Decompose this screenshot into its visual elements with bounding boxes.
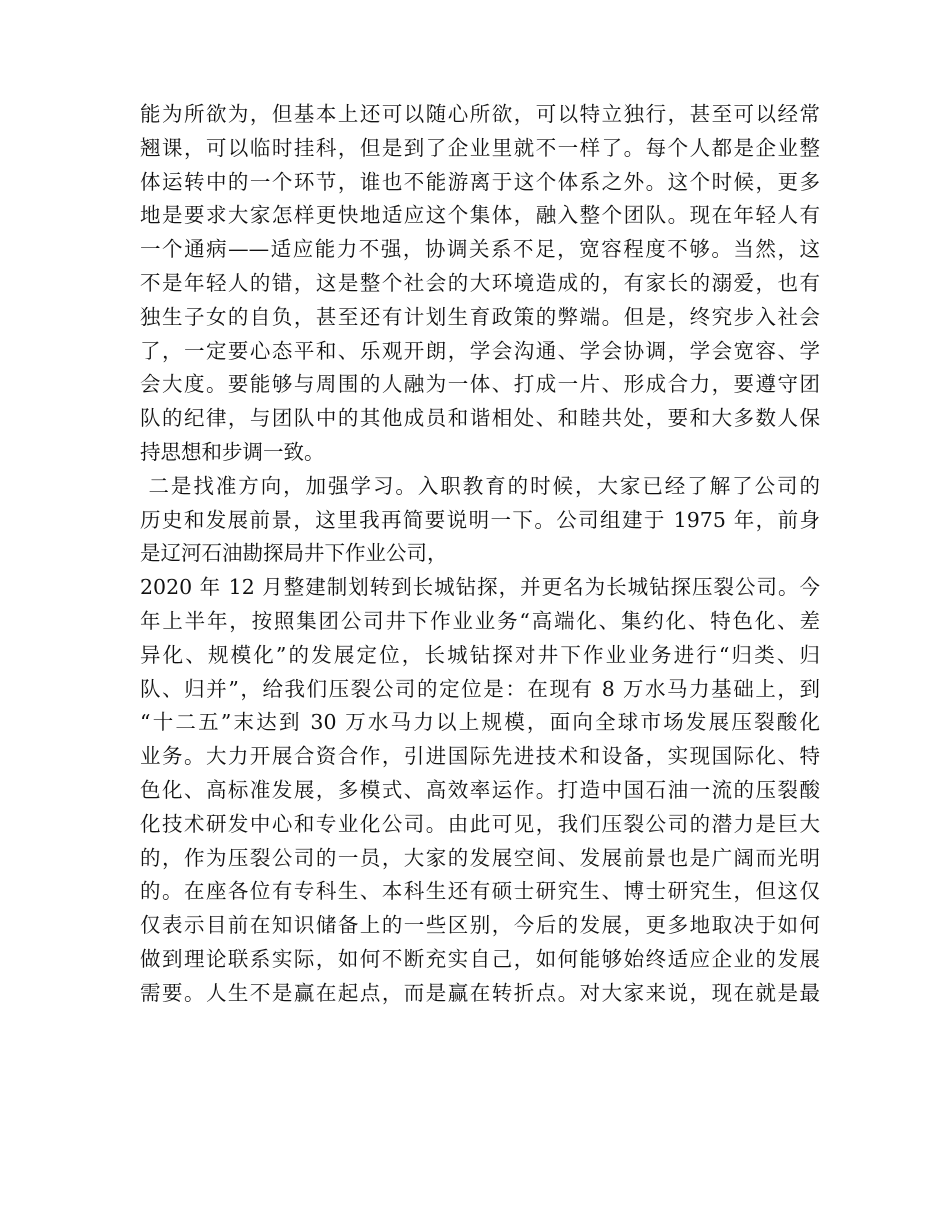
- text-line: 需要。人生不是赢在起点，而是赢在转折点。对大家来说，现在就是最: [140, 980, 820, 1005]
- text-line: 年上半年，按照集团公司井下作业业务“高端化、集约化、特色化、差: [140, 608, 820, 633]
- text-line: 历史和发展前景，这里我再简要说明一下。公司组建于 1975 年，前身: [140, 507, 820, 532]
- text-line: 色化、高标准发展，多模式、高效率运作。打造中国石油一流的压裂酸: [140, 777, 820, 802]
- text-line: 化技术研发中心和专业化公司。由此可见，我们压裂公司的潜力是巨大: [140, 811, 820, 836]
- text-line: 业务。大力开展合资合作，引进国际先进技术和设备，实现国际化、特: [140, 744, 820, 769]
- text-line: 异化、规模化”的发展定位，长城钻探对井下作业业务进行“归类、归: [140, 642, 820, 667]
- text-line: 仅表示目前在知识储备上的一些区别，今后的发展，更多地取决于如何: [140, 913, 820, 938]
- text-line: 的，作为压裂公司的一员，大家的发展空间、发展前景也是广阔而光明: [140, 845, 820, 870]
- text-line: 是辽河石油勘探局井下作业公司，: [140, 541, 448, 566]
- paragraph-end-line: 持思想和步调一致。: [140, 439, 325, 464]
- text-line: 队、归并”，给我们压裂公司的定位是：在现有 8 万水马力基础上，到: [140, 676, 820, 701]
- text-line: 会大度。要能够与周围的人融为一体、打成一片、形成合力，要遵守团: [140, 372, 820, 397]
- text-line: “十二五”末达到 30 万水马力以上规模，面向全球市场发展压裂酸化: [140, 710, 820, 735]
- paragraph-start-line: 二是找准方向，加强学习。入职教育的时候，大家已经了解了公司的: [140, 473, 820, 498]
- text-line: 地是要求大家怎样更快地适应这个集体，融入整个团队。现在年轻人有: [140, 203, 820, 228]
- text-line: 2020 年 12 月整建制划转到长城钻探，并更名为长城钻探压裂公司。今: [140, 575, 820, 600]
- text-line: 独生子女的自负，甚至还有计划生育政策的弊端。但是，终究步入社会: [140, 304, 820, 329]
- text-line: 不是年轻人的错，这是整个社会的大环境造成的，有家长的溺爱，也有: [140, 270, 820, 295]
- text-line: 做到理论联系实际，如何不断充实自己，如何能够始终适应企业的发展: [140, 946, 820, 971]
- text-line: 能为所欲为，但基本上还可以随心所欲，可以特立独行，甚至可以经常: [140, 102, 820, 126]
- text-line: 一个通病——适应能力不强，协调关系不足，宽容程度不够。当然，这: [140, 237, 820, 262]
- text-line: 了，一定要心态平和、乐观开朗，学会沟通、学会协调，学会宽容、学: [140, 338, 820, 363]
- text-line: 翘课，可以临时挂科，但是到了企业里就不一样了。每个人都是企业整: [140, 135, 820, 160]
- body-text: [140, 98, 820, 1011]
- text-line: 队的纪律，与团队中的其他成员和谐相处、和睦共处，要和大多数人保: [140, 406, 820, 431]
- text-line: 体运转中的一个环节，谁也不能游离于这个体系之外。这个时候，更多: [140, 169, 820, 194]
- text-line: 的。在座各位有专科生、本科生还有硕士研究生、博士研究生，但这仅: [140, 879, 820, 904]
